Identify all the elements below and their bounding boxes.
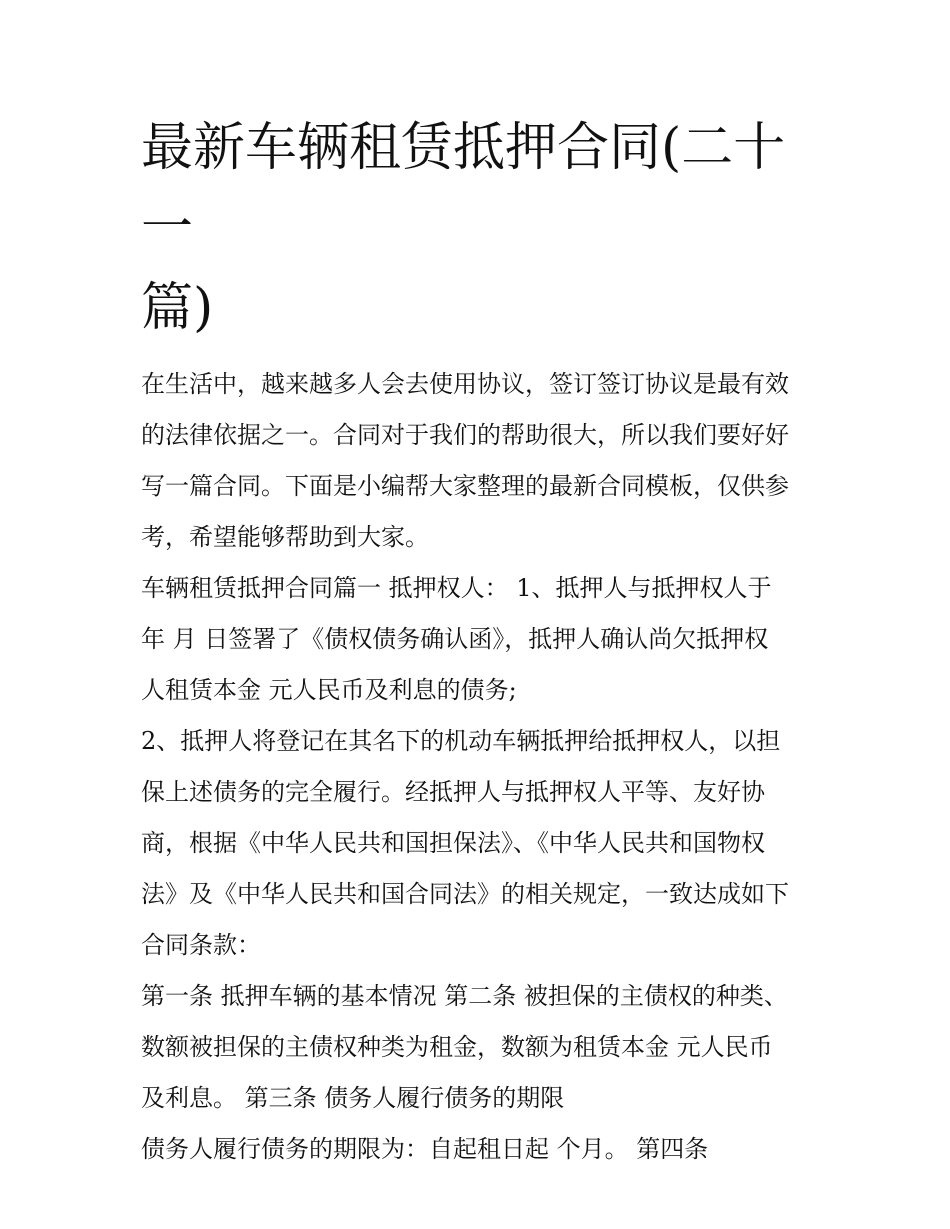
contract-parties-paragraph bbox=[141, 563, 813, 716]
title-line: 篇) bbox=[141, 278, 214, 338]
text-line: 合同条款： bbox=[141, 931, 261, 959]
text-line: 债务人履行债务的期限为：自起租日起 个月。 第四条 bbox=[141, 1135, 709, 1163]
text-line: 第一条 抵押车辆的基本情况 第二条 被担保的主债权的种类、 bbox=[141, 982, 788, 1010]
text-line: 的法律依据之一。合同对于我们的帮助很大，所以我们要好好 bbox=[141, 421, 789, 449]
text-line: 考，希望能够帮助到大家。 bbox=[141, 523, 429, 551]
articles-paragraph bbox=[141, 971, 813, 1124]
title-line: 最新车辆租赁抵押合同(二十一 bbox=[141, 118, 786, 258]
text-line: 及利息。 第三条 债务人履行债务的期限 bbox=[141, 1084, 565, 1112]
text-line: 年 月 日签署了《债权债务确认函》，抵押人确认尚欠抵押权 bbox=[141, 625, 769, 653]
text-line: 2、抵押人将登记在其名下的机动车辆抵押给抵押权人，以担 bbox=[141, 727, 781, 755]
text-line: 人租赁本金 元人民币及利息的债务; bbox=[141, 676, 517, 704]
document-title bbox=[141, 108, 813, 348]
intro-paragraph bbox=[141, 359, 813, 563]
text-line: 商，根据《中华人民共和国担保法》、《中华人民共和国物权 bbox=[141, 829, 765, 857]
text-line: 法》及《中华人民共和国合同法》的相关规定，一致达成如下 bbox=[141, 880, 789, 908]
debt-term-paragraph bbox=[141, 1124, 813, 1175]
text-line: 数额被担保的主债权种类为租金，数额为租赁本金 元人民币 bbox=[141, 1033, 773, 1061]
text-line: 保上述债务的完全履行。经抵押人与抵押权人平等、友好协 bbox=[141, 778, 765, 806]
mortgage-basis-paragraph bbox=[141, 716, 813, 971]
text-line: 车辆租赁抵押合同篇一 抵押权人： 1、抵押人与抵押权人于 bbox=[141, 574, 772, 602]
text-line: 写一篇合同。下面是小编帮大家整理的最新合同模板，仅供参 bbox=[141, 472, 789, 500]
text-line: 在生活中，越来越多人会去使用协议，签订签订协议是最有效 bbox=[141, 370, 789, 398]
document-page bbox=[141, 108, 813, 1175]
